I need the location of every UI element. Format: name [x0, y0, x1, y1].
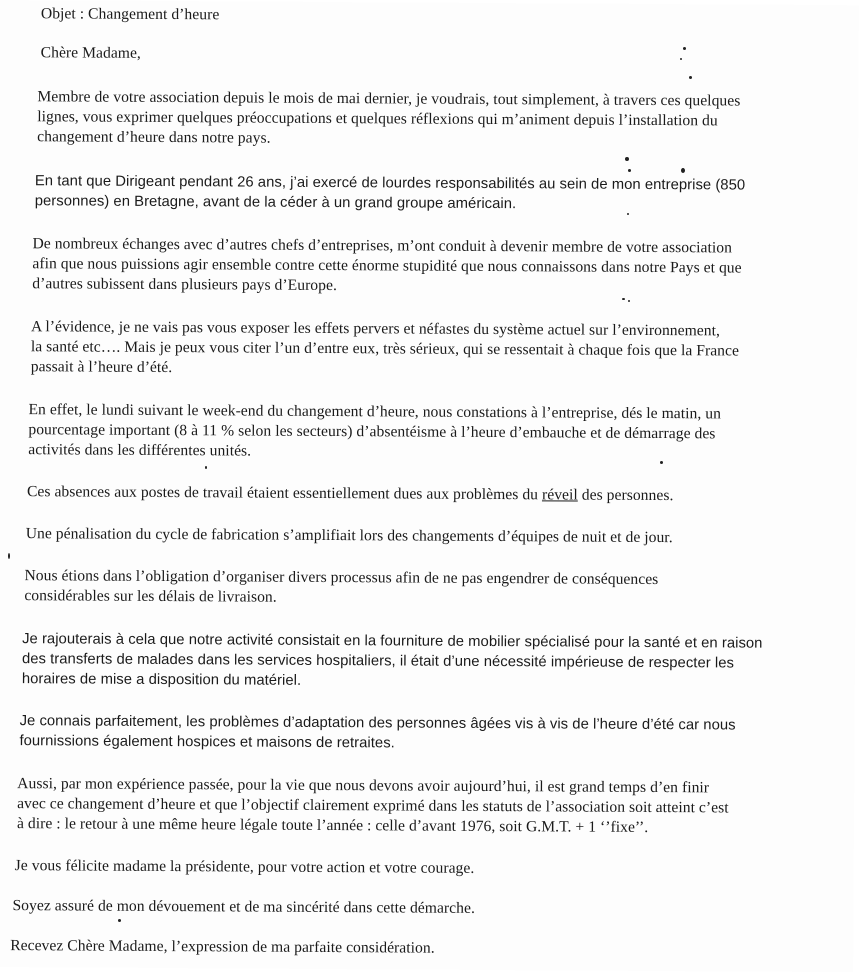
paragraph-5-line-2: pourcentage important (8 à 11 % selon les secteurs) d’absentéisme à l’heure d’embauche et de démarrage des — [28, 421, 716, 443]
paragraph-1-line-3: changement d’heure dans notre pays. — [37, 128, 271, 147]
paragraph-6-text-after: des personnes. — [577, 486, 674, 505]
paragraph-7: Une pénalisation du cycle de fabrication s’amplifiait lors des changements d’équipes de nuit et de jour. — [25, 525, 673, 547]
paragraph-11-line-1: Aussi, par mon expérience passée, pour la vie que nous devons avoir aujourd’hui, il est grand temps d’en finir — [17, 775, 710, 797]
scan-speck — [683, 47, 686, 50]
paragraph-9-line-3: horaires de mise a disposition du matériel. — [21, 671, 302, 689]
scan-speck — [627, 213, 629, 215]
paragraph-10-line-1: Je connais parfaitement, les problèmes d’adaptation des personnes âgées vis à vis de l’heure d’été car nous — [19, 713, 736, 734]
scan-speck — [118, 919, 121, 922]
paragraph-6-underlined-word: réveil — [541, 486, 578, 504]
paragraph-3-line-3: d’autres subissent dans plusieurs pays d’Europe. — [32, 275, 338, 295]
paragraph-1-line-2: lignes, vous exprimer quelques préoccupations et quelques réflexions qui m’animent depuis l’installation du — [37, 108, 718, 130]
paragraph-4-line-2: la santé etc…. Mais je peux vous citer l’un d’entre eux, très sérieux, qui se ressentait à chaque fois que la France — [30, 338, 740, 360]
scan-speck — [622, 298, 625, 300]
paragraph-5-line-3: activités dans les différentes unités. — [28, 441, 252, 460]
paragraph-14: Recevez Chère Madame, l’expression de ma parfaite considération. — [10, 937, 435, 957]
paragraph-10-line-2: fournissions également hospices et maisons de retraites. — [19, 733, 395, 752]
scan-speck — [689, 76, 692, 79]
paragraph-8-line-2: considérables sur les délais de livraison. — [24, 587, 277, 606]
paragraph-3-line-1: De nombreux échanges avec d’autres chefs d’entreprises, m’ont conduit à devenir membre de votre association — [32, 235, 733, 257]
paragraph-2-line-2: personnes) en Bretagne, avant de la céder à un grand groupe américain. — [34, 193, 517, 213]
paragraph-9-line-1: Je rajouterais à cela que notre activité consistait en la fourniture de mobilier spécialisé pour la santé et en raison — [22, 631, 763, 652]
scan-speck — [628, 300, 630, 302]
paragraph-4-line-3: passait à l’heure d’été. — [30, 358, 173, 377]
paragraph-2-line-1: En tant que Dirigeant pendant 26 ans, j’ai exercé de lourdes responsabilités au sein de mon entreprise (850 — [34, 173, 746, 194]
letter-subject: Objet : Changement d’heure — [40, 5, 220, 24]
scan-speck — [680, 58, 682, 60]
scan-speck — [660, 461, 663, 464]
scan-speck — [625, 157, 629, 161]
paragraph-3-line-2: afin que nous puissions agir ensemble contre cette énorme stupidité que nous connaissons dans notre Pays et que — [32, 255, 742, 277]
paragraph-4-line-1: A l’évidence, je ne vais pas vous exposer les effets pervers et néfastes du système actuel sur l’environnement, — [30, 318, 721, 340]
letter-salutation: Chère Madame, — [40, 44, 141, 62]
paragraph-13: Soyez assuré de mon dévouement et de ma sincérité dans cette démarche. — [12, 897, 475, 917]
paragraph-6 — [27, 483, 674, 505]
paragraph-11-line-2: avec ce changement d’heure et que l’objectif clairement exprimé dans les statuts de l’association soit atteint c’est — [17, 795, 729, 817]
scan-speck — [681, 168, 685, 173]
scan-speck — [205, 466, 207, 469]
paragraph-11-line-3: à dire : le retour à une même heure légale toute l’année : celle d’avant 1976, soit G.M.T. + 1 ‘’fixe’’. — [16, 815, 649, 836]
paragraph-9-line-2: des transferts de malades dans les services hospitaliers, il était d’une nécessité impérieuse de respecter les — [21, 651, 735, 672]
paragraph-8-line-1: Nous étions dans l’obligation d’organiser divers processus afin de ne pas engendrer de conséquences — [24, 567, 659, 589]
paragraph-5-line-1: En effet, le lundi suivant le week-end du changement d’heure, nous constations à l’entreprise, dés le matin, un — [28, 401, 722, 423]
paragraph-6-text-before: Ces absences aux postes de travail étaient essentiellement dues aux problèmes du — [26, 483, 543, 504]
scan-speck — [628, 169, 631, 172]
paragraph-12: Je vous félicite madame la présidente, pour votre action et votre courage. — [14, 857, 475, 877]
scan-speck — [8, 553, 10, 559]
paragraph-1-line-1: Membre de votre association depuis le mois de mai dernier, je voudrais, tout simplement, à travers ces quelques — [37, 88, 741, 110]
